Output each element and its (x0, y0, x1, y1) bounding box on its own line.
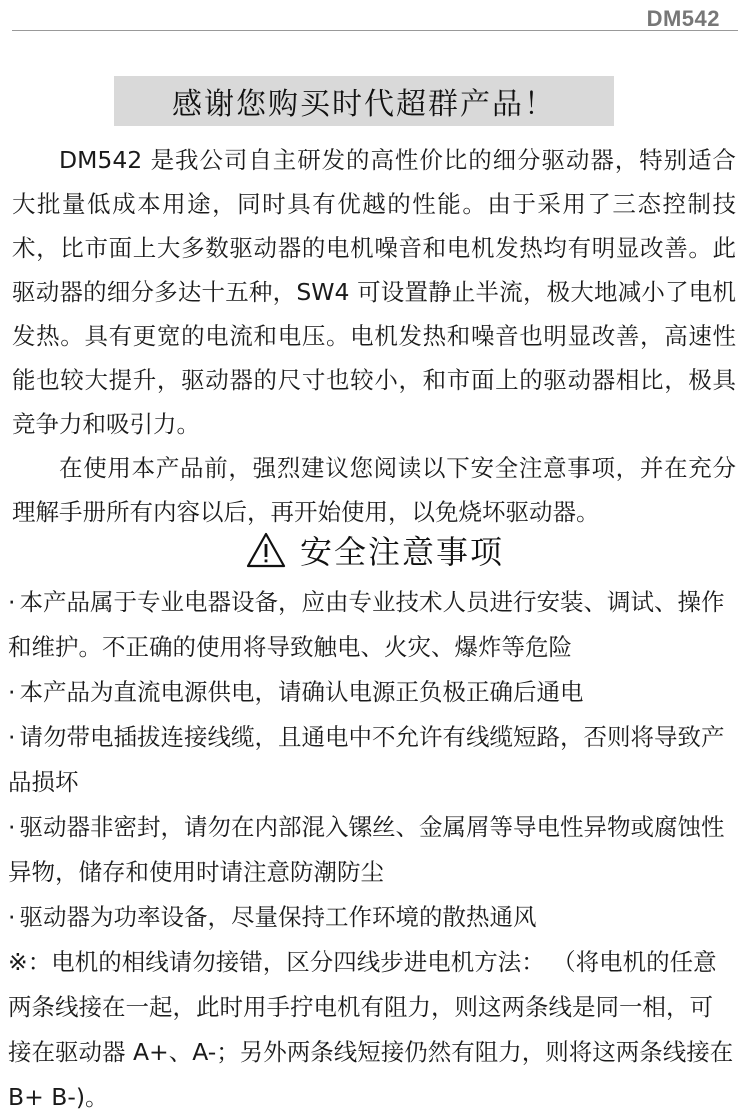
safety-list (8, 580, 736, 1120)
header-divider (12, 30, 738, 31)
safety-title: 安全注意事项 (299, 533, 504, 571)
list-item-text: 驱动器为功率设备，尽量保持工作环境的散热通风 (19, 903, 537, 931)
list-item-text: 本产品为直流电源供电，请确认电源正负极正确后通电 (19, 678, 584, 706)
bullet-point: · (8, 723, 16, 751)
list-item (8, 805, 736, 895)
bullet-point: · (8, 678, 16, 706)
warning-triangle-icon (246, 532, 286, 568)
list-item-text: 请勿带电插拔连接线缆，且通电中不允许有线缆短路，否则将导致产品损坏 (8, 723, 725, 796)
safety-heading (0, 524, 750, 576)
list-item (8, 895, 736, 940)
bullet-point: · (8, 903, 16, 931)
intro-paragraph: DM542 是我公司自主研发的高性价比的细分驱动器，特别适合大批量低成本用途，同时具有优越的性能。由于采用了三态控制技术，比市面上大多数驱动器的电机噪音和电机发热均有明显改善。此驱动器的细分多达十五种，SW4 可设置静止半流，极大地减小了电机发热。具有更宽的电流和电压。电机发热和噪音也明显改善，高速性能也较大提升，驱动器的尺寸也较小，和市面上的驱动器相比，极具竞争力和吸引力。 (12, 146, 736, 438)
page-title: 感谢您购买时代超群产品！ (172, 87, 556, 122)
bullet-point: · (8, 813, 16, 841)
model-code: DM542 (646, 6, 720, 31)
list-item (8, 580, 736, 670)
wiring-note: ※：电机的相线请勿接错，区分四线步进电机方法： （将电机的任意两条线接在一起，此时用手拧电机有阻力，则这两条线是同一相，可接在驱动器 A+、A-；另外两条线短接仍然有阻力，则将这两条线接在 B+ B-)。 (8, 948, 734, 1111)
title-banner (114, 76, 614, 126)
bullet-point: · (8, 588, 16, 616)
list-item-text: 本产品属于专业电器设备，应由专业技术人员进行安装、调试、操作和维护。不正确的使用将导致触电、火灾、爆炸等危险 (8, 588, 725, 661)
intro-paragraph: 在使用本产品前，强烈建议您阅读以下安全注意事项，并在充分理解手册所有内容以后，再开始使用，以免烧坏驱动器。 (12, 454, 736, 526)
list-item (8, 715, 736, 805)
list-item (8, 670, 736, 715)
list-item-text: 驱动器非密封，请勿在内部混入镙丝、金属屑等导电性异物或腐蚀性异物，储存和使用时请注意防潮防尘 (8, 813, 725, 886)
intro-section (12, 138, 736, 534)
